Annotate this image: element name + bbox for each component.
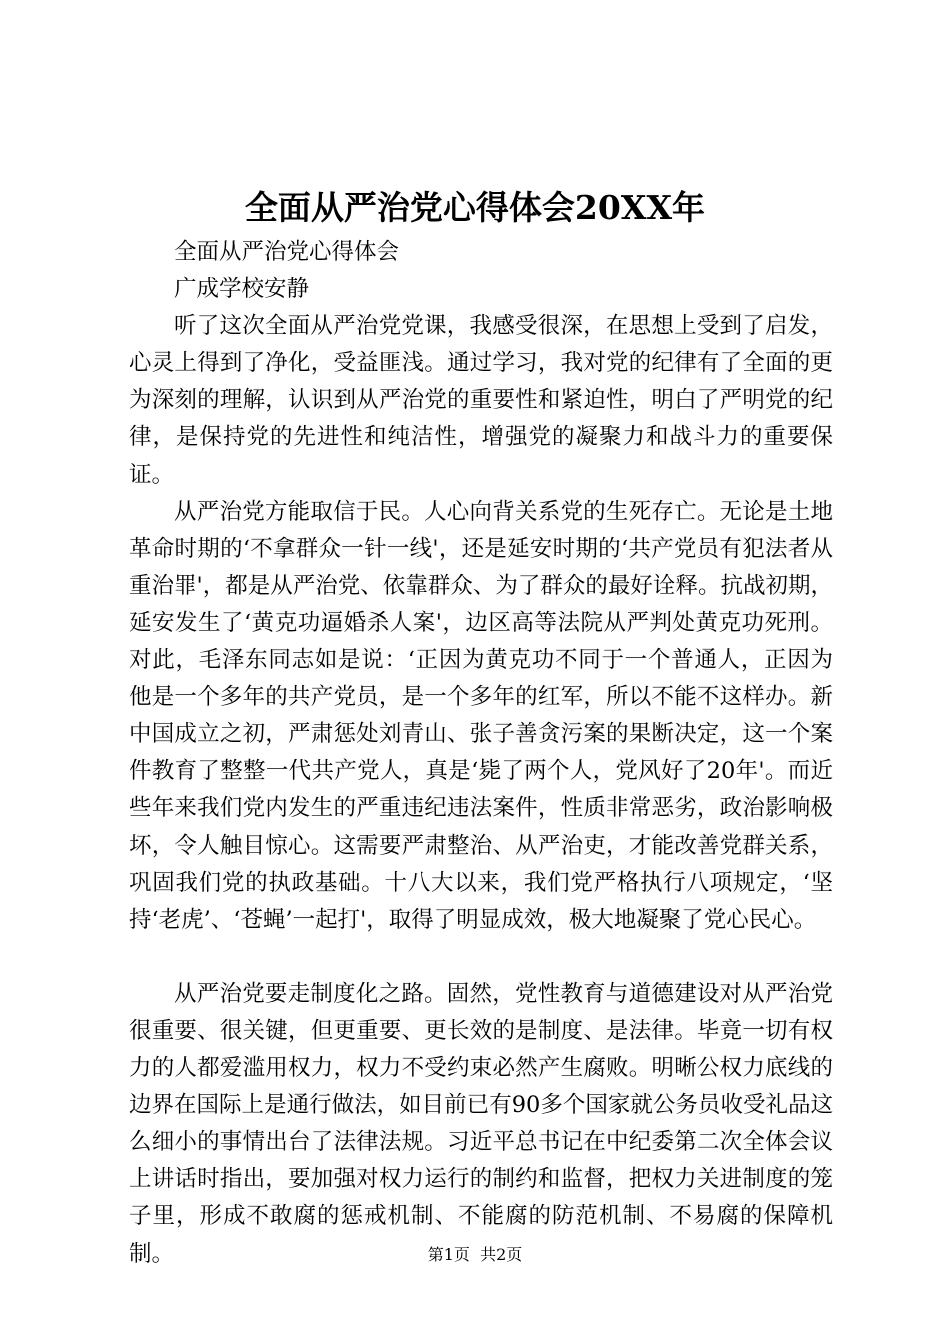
page-total: 共2页 xyxy=(480,1245,523,1264)
document-body xyxy=(129,234,833,1273)
page-footer xyxy=(0,1244,950,1266)
paragraph-spacer xyxy=(129,939,833,976)
document-author: 广成学校安静 xyxy=(174,276,310,303)
document-title: 全面从严治党心得体会20XX年 xyxy=(244,188,706,227)
paragraph-trust: 从严治党方能取信于民。人心向背关系党的生死存亡。无论是土地革命时期的‘不拿群众一针一线'，还是延安时期的‘共产党员有犯法者从重治罪'，都是从严治党、依靠群众、为了群众的最好诠释。抗战初期，延安发生了‘黄克功逼婚杀人案'，边区高等法院从严判处黄克功死刑。对此，毛泽东同志如是说：‘正因为黄克功不同于一个普通人，正因为他是一个多年的共产党员，是一个多年的红军，所以不能不这样办。新中国成立之初，严肃惩处刘青山、张子善贪污案的果断决定，这一个案件教育了整整一代共产党人，真是‘毙了两个人，党风好了20年'。而近些年来我们党内发生的严重违纪违法案件，性质非常恶劣，政治影响极坏，令人触目惊心。这需要严肃整治、从严治吏，才能改善党群关系，巩固我们党的执政基础。十八大以来，我们党严格执行八项规定，‘坚持‘老虎’、‘苍蝇’一起打'，取得了明显成效，极大地凝聚了党心民心。 xyxy=(129,498,833,933)
paragraph-institution: 从严治党要走制度化之路。固然，党性教育与道德建设对从严治党很重要、很关键，但更重要、更长效的是制度、是法律。毕竟一切有权力的人都爱滥用权力，权力不受约束必然产生腐败。明晰公权力底线的边界在国际上是通行做法，如目前已有90多个国家就公务员收受礼品这么细小的事情出台了法律法规。习近平总书记在中纪委第二次全体会议上讲话时指出，要加强对权力运行的制约和监督，把权力关进制度的笼子里，形成不敢腐的惩戒机制、不能腐的防范机制、不易腐的保障机制。 xyxy=(129,980,833,1267)
page-number: 第1页 xyxy=(427,1245,470,1264)
paragraph-intro: 听了这次全面从严治党党课，我感受很深，在思想上受到了启发，心灵上得到了净化，受益匪浅。通过学习，我对党的纪律有了全面的更为深刻的理解，认识到从严治党的重要性和紧迫性，明白了严明党的纪律，是保持党的先进性和纯洁性，增强党的凝聚力和战斗力的重要保证。 xyxy=(129,313,833,488)
document-subtitle: 全面从严治党心得体会 xyxy=(174,239,400,265)
